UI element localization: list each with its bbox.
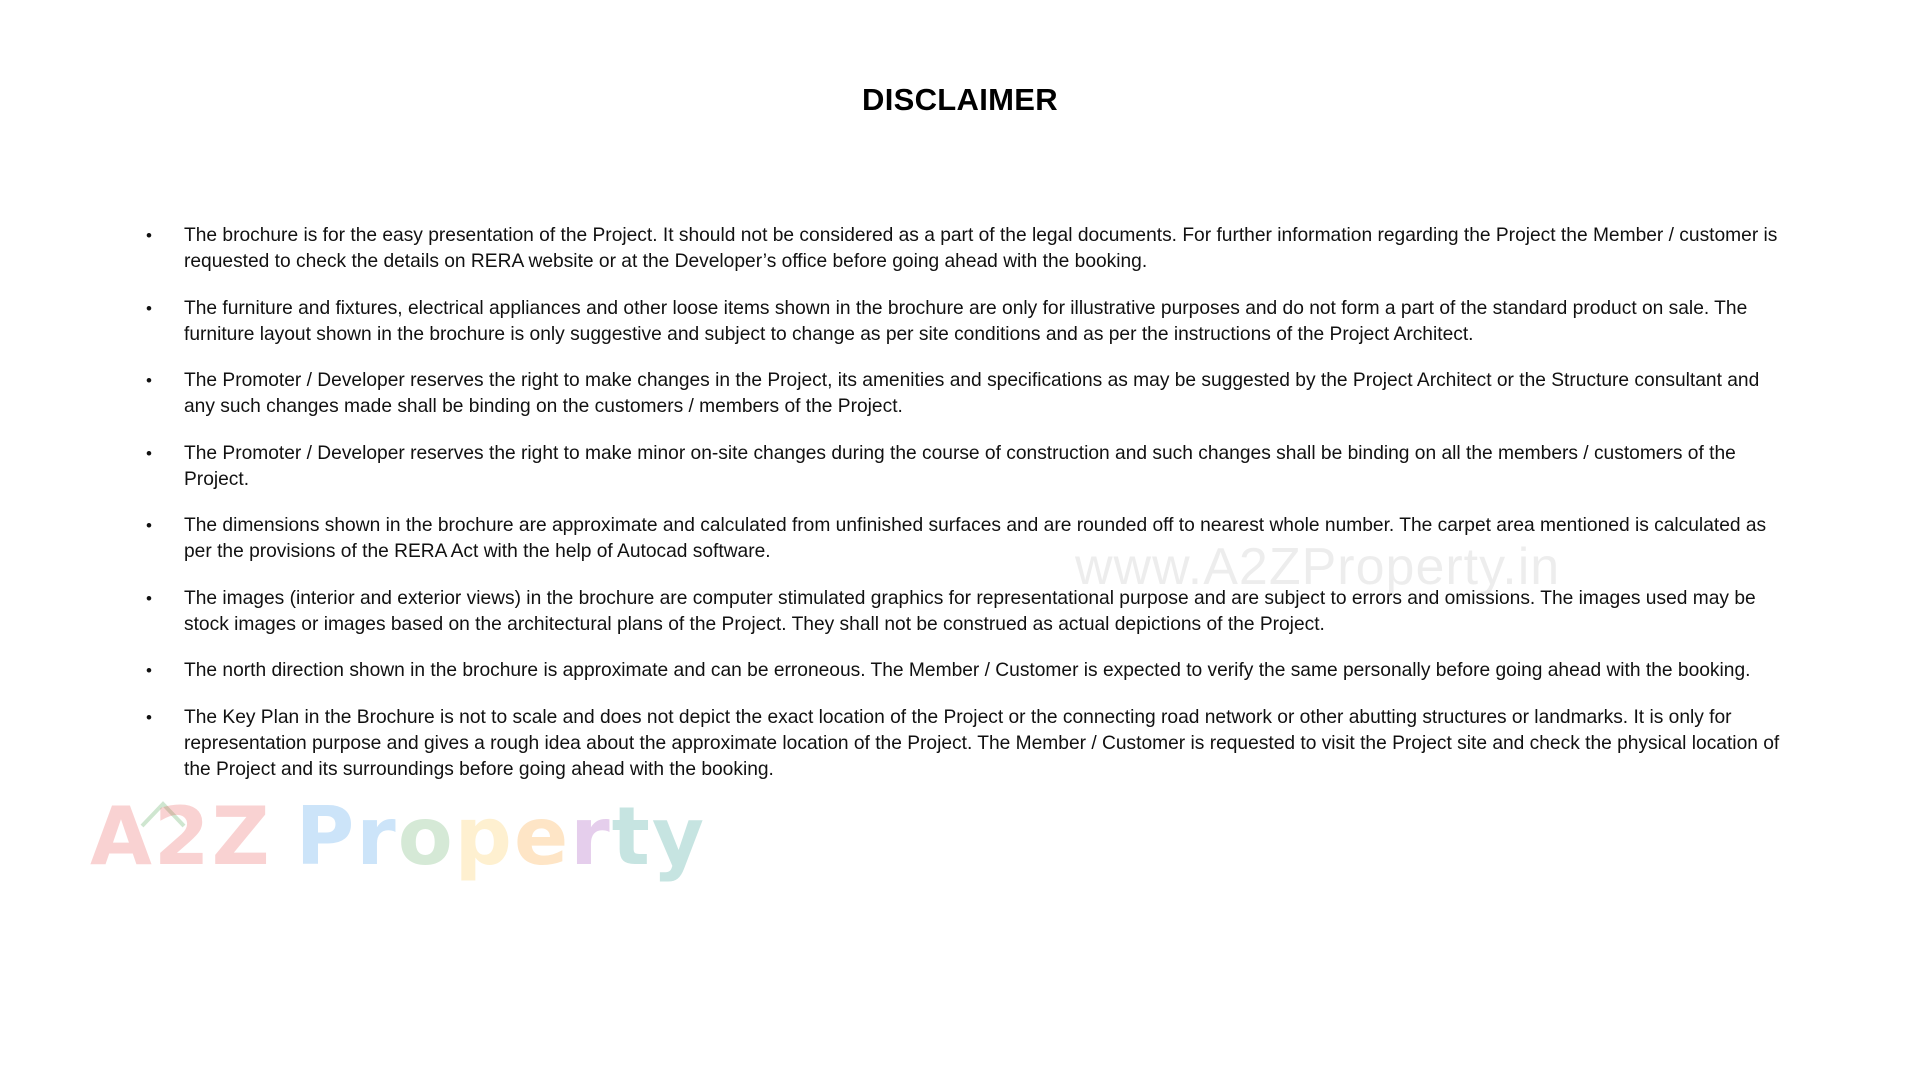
logo-letter: t	[611, 790, 652, 883]
logo-letter: p	[454, 790, 514, 883]
logo-letter: e	[513, 790, 571, 883]
logo-letter: Z	[211, 790, 272, 883]
page-title: DISCLAIMER	[862, 82, 1058, 117]
disclaimer-text: The furniture and fixtures, electrical appliances and other loose items shown in the brochure are only for illustrative purposes and do not form a part of the standard product on sale. The furniture layout shown in the brochure is only suggestive and subject to change as per site conditions and as per the instructions of the Project Architect.	[184, 297, 1748, 345]
logo-letter: P	[295, 790, 357, 883]
disclaimer-item	[140, 705, 1790, 783]
disclaimer-item	[140, 441, 1790, 493]
disclaimer-item	[140, 513, 1790, 565]
bullet-icon: •	[146, 516, 152, 535]
bullet-icon: •	[146, 443, 152, 463]
house-icon	[140, 800, 186, 828]
logo-letter: r	[356, 790, 398, 883]
logo-letter: 2	[153, 790, 212, 883]
disclaimer-text: The Key Plan in the Brochure is not to scale and does not depict the exact location of the Project or the connecting road network or other abutting structures or landmarks. It is only for representation purpose and gives a rough idea about the approximate location of the Project. The Member / Customer is requested to visit the Project site and check the physical location of the Project and its surroundings before going ahead with the booking.	[184, 706, 1780, 780]
disclaimer-item	[140, 586, 1790, 638]
bullet-icon: •	[146, 371, 152, 390]
logo-letter: A	[90, 790, 154, 883]
bullet-icon: •	[146, 226, 152, 245]
disclaimer-text: The brochure is for the easy presentation of the Project. It should not be considered as a part of the legal documents. For further information regarding the Project the Member / customer is requested to check the details on RERA website or at the Developer’s office before going ahead with the booking.	[184, 225, 1778, 272]
disclaimer-text: The images (interior and exterior views) in the brochure are computer stimulated graphics for representational purpose and are subject to errors and omissions. The images used may be stock images or images based on the architectural plans of the Project. They shall not be construed as actual depictions of the Project.	[184, 587, 1756, 635]
logo-letter: o	[397, 790, 455, 883]
disclaimer-item	[140, 296, 1790, 348]
disclaimer-text: The Promoter / Developer reserves the right to make minor on-site changes during the course of construction and such changes shall be binding on all the members / customers of the Project.	[184, 442, 1736, 490]
disclaimer-text: The north direction shown in the brochure is approximate and can be erroneous. The Member / Customer is expected to verify the same personally before going ahead with the booking.	[184, 660, 1751, 681]
bullet-icon: •	[146, 588, 152, 608]
bullet-icon: •	[146, 707, 152, 727]
watermark-url: www.A2ZProperty.in	[1075, 538, 1561, 596]
logo-letter: r	[570, 790, 612, 883]
disclaimer-item	[140, 658, 1790, 684]
disclaimer-text: The dimensions shown in the brochure are approximate and calculated from unfinished surfaces and are rounded off to nearest whole number. The carpet area mentioned is calculated as per the provisions of the RERA Act with the help of Autocad software.	[184, 515, 1767, 562]
disclaimer-item	[140, 368, 1790, 420]
disclaimer-text: The Promoter / Developer reserves the right to make changes in the Project, its amenities and specifications as may be suggested by the Project Architect or the Structure consultant and any such changes made shall be binding on the customers / members of the Project.	[184, 370, 1760, 417]
disclaimer-item	[140, 223, 1790, 275]
logo-letter: y	[651, 790, 707, 883]
bullet-icon: •	[146, 661, 152, 680]
bullet-icon: •	[146, 298, 152, 318]
disclaimer-list	[140, 223, 1790, 803]
